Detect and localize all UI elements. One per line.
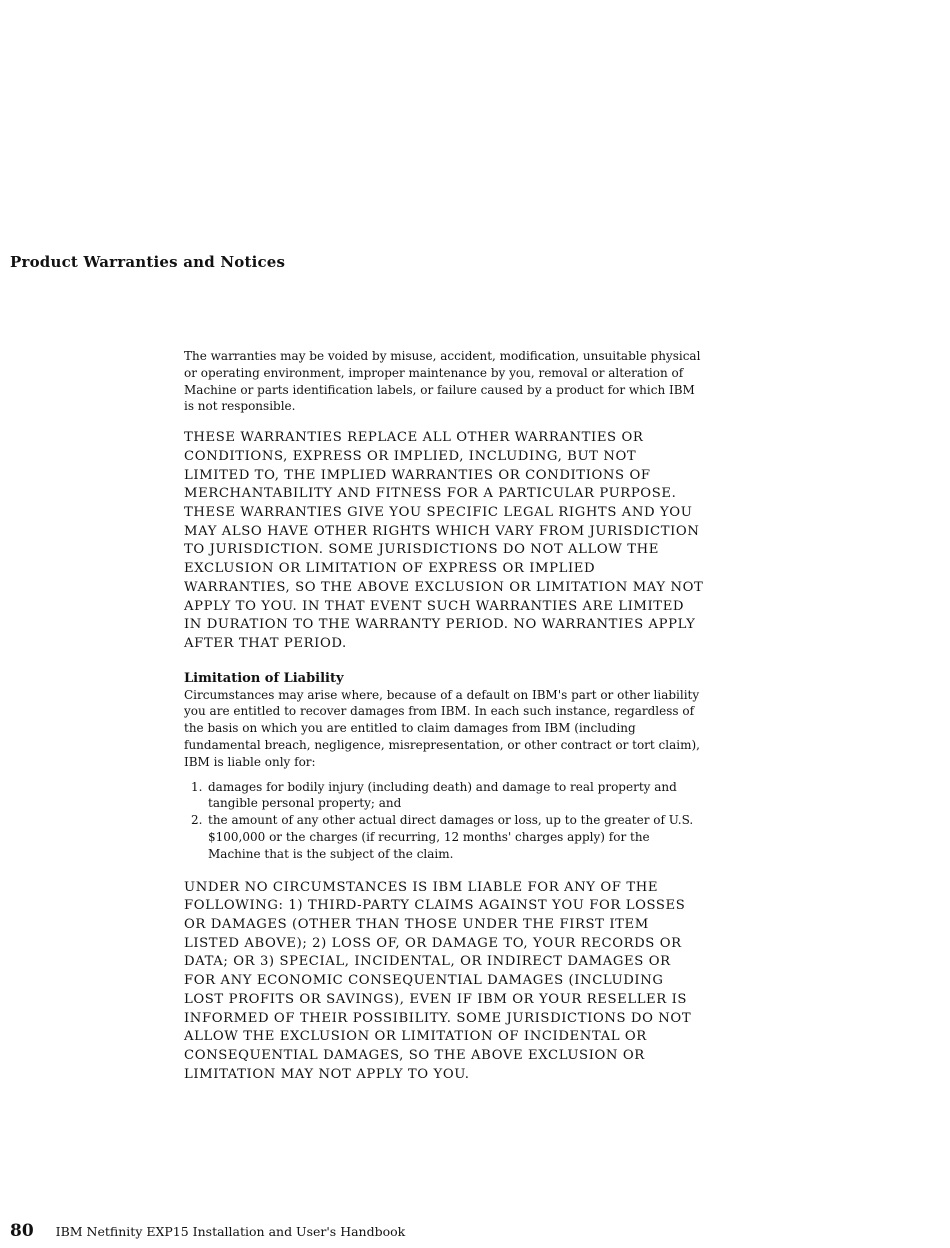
section-title: Product Warranties and Notices [10,253,286,271]
page-number: 80 [10,1221,34,1241]
body-column [184,348,704,1100]
page-footer [10,1221,405,1241]
paragraph-no-circumstances: UNDER NO CIRCUMSTANCES IS IBM LIABLE FOR ANY OF THE FOLLOWING: 1) THIRD-PARTY CLAIMS AGAINST YOU FOR LOSSES OR DAMAGES (OTHER THAN THOSE UNDER THE FIRST ITEM LISTED ABOVE); 2) LOSS OF, OR DAMAGE TO, YOUR RECORDS OR DATA; OR 3) SPECIAL, INCIDENTAL, OR INDIRECT DAMAGES OR FOR ANY ECONOMIC CONSEQUENTIAL DAMAGES (INCLUDING LOST PROFITS OR SAVINGS), EVEN IF IBM OR YOUR RESELLER IS INFORMED OF THEIR POSSIBILITY. SOME JURISDICTIONS DO NOT ALLOW THE EXCLUSION OR LIMITATION OF INCIDENTAL OR CONSEQUENTIAL DAMAGES, SO THE ABOVE EXCLUSION OR LIMITATION MAY NOT APPLY TO YOU. [184,879,692,1082]
book-title: IBM Netfinity EXP15 Installation and User's Handbook [55,1224,406,1239]
liability-list [184,779,704,863]
liability-intro: Circumstances may arise where, because of a default on IBM's part or other liability you are entitled to recover damages from IBM. In each such instance, regardless of the basis on which you are entitled to claim damages from IBM (including fundamental breach, negligence, misrepresentation, or other contract or tort claim), IBM is liable only for: [184,687,700,769]
paragraph-warranty-replace: THESE WARRANTIES REPLACE ALL OTHER WARRANTIES OR CONDITIONS, EXPRESS OR IMPLIED, INCLUDING, BUT NOT LIMITED TO, THE IMPLIED WARRANTIES OR CONDITIONS OF MERCHANTABILITY AND FITNESS FOR A PARTICULAR PURPOSE. THESE WARRANTIES GIVE YOU SPECIFIC LEGAL RIGHTS AND YOU MAY ALSO HAVE OTHER RIGHTS WHICH VARY FROM JURISDICTION TO JURISDICTION. SOME JURISDICTIONS DO NOT ALLOW THE EXCLUSION OR LIMITATION OF EXPRESS OR IMPLIED WARRANTIES, SO THE ABOVE EXCLUSION OR LIMITATION MAY NOT APPLY TO YOU. IN THAT EVENT SUCH WARRANTIES ARE LIMITED IN DURATION TO THE WARRANTY PERIOD. NO WARRANTIES APPLY AFTER THAT PERIOD. [184,430,704,651]
paragraph-warranty-void: The warranties may be voided by misuse, accident, modification, unsuitable physical or operating environment, improper maintenance by you, removal or alteration of Machine or parts identification labels, or failure caused by a product for which IBM is not responsible. [184,349,701,414]
list-item [184,779,704,813]
list-item-text: the amount of any other actual direct damages or loss, up to the greater of U.S. $100,000 or the charges (if recurring, 12 months' charges apply) for the Machine that is the subject of the claim. [208,813,694,861]
list-item-text: damages for bodily injury (including death) and damage to real property and tangible personal property; and [208,779,677,811]
list-item [184,812,704,862]
liability-heading: Limitation of Liability [184,670,344,686]
list-item-number: 2. [191,813,203,828]
list-item-number: 1. [191,779,203,794]
